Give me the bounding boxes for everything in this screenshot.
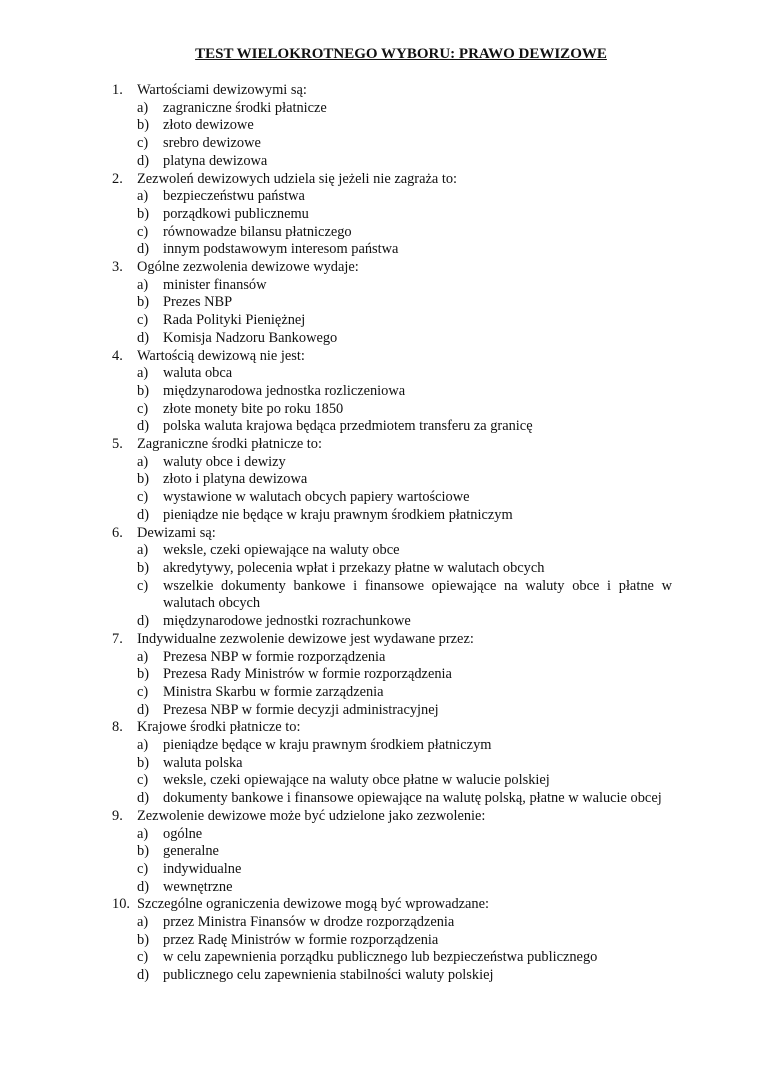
answer-letter: b) — [137, 117, 149, 134]
answer-letter: d) — [137, 701, 149, 718]
answer-list — [137, 277, 672, 348]
answer-option — [137, 914, 672, 932]
answer-list — [137, 649, 672, 720]
answer-option — [137, 241, 672, 259]
question-text: Wartościami dewizowymi są: — [137, 82, 307, 98]
answer-list — [137, 454, 672, 525]
answer-letter: c) — [137, 312, 149, 329]
page-title: TEST WIELOKROTNEGO WYBORU: PRAWO DEWIZOWE — [195, 46, 607, 62]
question-number: 3. — [112, 259, 123, 276]
answer-text: Komisja Nadzoru Bankowego — [163, 329, 338, 346]
question-item — [112, 719, 672, 808]
answer-letter: c) — [137, 683, 149, 700]
question-item — [112, 348, 672, 437]
question-text: Szczególne ograniczenia dewizowe mogą być wprowadzane: — [137, 896, 490, 913]
question-number: 7. — [112, 630, 123, 647]
answer-option — [137, 401, 672, 419]
question-item — [112, 896, 672, 985]
answer-text: waluta polska — [163, 754, 243, 771]
answer-letter: d) — [137, 152, 149, 169]
answer-text: międzynarodowe jednostki rozrachunkowe — [163, 613, 411, 630]
answer-option — [137, 879, 672, 897]
answer-list — [137, 914, 672, 985]
answer-option — [137, 277, 672, 295]
answer-letter: c) — [137, 135, 149, 152]
question-text: Dewizami są: — [137, 524, 216, 541]
question-number: 10. — [112, 896, 130, 913]
answer-option — [137, 702, 672, 720]
answer-option — [137, 489, 672, 507]
answer-text: platyna dewizowa — [163, 152, 268, 169]
answer-letter: b) — [137, 843, 149, 860]
answer-text: generalne — [163, 843, 219, 860]
answer-option — [137, 365, 672, 383]
answer-text: wystawione w walutach obcych papiery wartościowe — [163, 489, 470, 506]
answer-text: Prezesa NBP w formie decyzji administracyjnej — [163, 701, 439, 718]
answer-list — [137, 188, 672, 259]
answer-text: polska waluta krajowa będąca przedmiotem transferu za granicę — [163, 418, 533, 435]
answer-list — [137, 100, 672, 171]
answer-option — [137, 737, 672, 755]
answer-option — [137, 507, 672, 525]
answer-letter: b) — [137, 559, 149, 576]
answer-option — [137, 542, 672, 560]
answer-text: akredytywy, polecenia wpłat i przekazy płatne w walutach obcych — [163, 559, 545, 576]
answer-option — [137, 312, 672, 330]
answer-option — [137, 949, 672, 967]
answer-option — [137, 755, 672, 773]
question-list — [112, 82, 672, 985]
question-item — [112, 631, 672, 720]
answer-text: indywidualne — [163, 860, 242, 877]
answer-text: waluta obca — [163, 365, 233, 382]
question-number: 5. — [112, 436, 123, 453]
answer-text: innym podstawowym interesom państwa — [163, 241, 399, 258]
question-number: 8. — [112, 719, 123, 736]
answer-letter: c) — [137, 223, 149, 240]
answer-letter: c) — [137, 577, 149, 594]
answer-list — [137, 542, 672, 631]
question-item — [112, 259, 672, 348]
answer-list — [137, 826, 672, 897]
answer-text: pieniądze będące w kraju prawnym środkiem płatniczym — [163, 737, 492, 754]
answer-text: ogólne — [163, 825, 203, 842]
answer-option — [137, 861, 672, 879]
answer-option — [137, 294, 672, 312]
answer-letter: a) — [137, 825, 149, 842]
answer-letter: c) — [137, 400, 149, 417]
answer-letter: d) — [137, 241, 149, 258]
answer-text: zagraniczne środki płatnicze — [163, 99, 327, 116]
answer-text: wszelkie dokumenty bankowe i finansowe opiewające na waluty obce i płatne w walutach obcych — [163, 577, 672, 612]
answer-text: Prezes NBP — [163, 294, 233, 311]
answer-text: równowadze bilansu płatniczego — [163, 223, 352, 240]
answer-letter: b) — [137, 382, 149, 399]
answer-option — [137, 613, 672, 631]
question-item — [112, 171, 672, 260]
answer-option — [137, 843, 672, 861]
question-item — [112, 525, 672, 631]
question-text: Zezwoleń dewizowych udziela się jeżeli nie zagraża to: — [137, 170, 458, 187]
answer-letter: d) — [137, 790, 149, 807]
answer-option — [137, 135, 672, 153]
answer-option — [137, 772, 672, 790]
answer-option — [137, 560, 672, 578]
answer-letter: c) — [137, 489, 149, 506]
answer-letter: b) — [137, 471, 149, 488]
question-text: Zagraniczne środki płatnicze to: — [137, 436, 322, 453]
answer-option — [137, 153, 672, 171]
answer-letter: c) — [137, 860, 149, 877]
answer-option — [137, 117, 672, 135]
answer-option — [137, 418, 672, 436]
answer-text: minister finansów — [163, 276, 267, 293]
answer-text: złoto dewizowe — [163, 117, 254, 134]
answer-text: srebro dewizowe — [163, 135, 261, 152]
answer-text: weksle, czeki opiewające na waluty obce płatne w walucie polskiej — [163, 772, 550, 789]
question-item — [112, 82, 672, 171]
answer-letter: d) — [137, 878, 149, 895]
question-text: Indywidualne zezwolenie dewizowe jest wydawane przez: — [137, 630, 474, 647]
question-item — [112, 808, 672, 897]
answer-option — [137, 454, 672, 472]
answer-letter: a) — [137, 737, 149, 754]
answer-text: przez Ministra Finansów w drodze rozporządzenia — [163, 914, 455, 931]
question-number: 2. — [112, 170, 123, 187]
question-number: 9. — [112, 807, 123, 824]
answer-letter: a) — [137, 453, 149, 470]
answer-letter: d) — [137, 506, 149, 523]
answer-option — [137, 649, 672, 667]
question-text: Wartością dewizową nie jest: — [137, 347, 305, 364]
answer-option — [137, 330, 672, 348]
answer-option — [137, 471, 672, 489]
answer-text: weksle, czeki opiewające na waluty obce — [163, 542, 400, 559]
answer-option — [137, 206, 672, 224]
answer-letter: b) — [137, 294, 149, 311]
answer-letter: d) — [137, 613, 149, 630]
answer-text: wewnętrzne — [163, 878, 233, 895]
answer-text: pieniądze nie będące w kraju prawnym środkiem płatniczym — [163, 506, 513, 523]
answer-letter: a) — [137, 365, 149, 382]
answer-text: międzynarodowa jednostka rozliczeniowa — [163, 382, 406, 399]
answer-text: publicznego celu zapewnienia stabilności waluty polskiej — [163, 967, 494, 984]
answer-text: złoto i platyna dewizowa — [163, 471, 308, 488]
question-number: 6. — [112, 524, 123, 541]
answer-text: Prezesa Rady Ministrów w formie rozporządzenia — [163, 666, 452, 683]
answer-letter: b) — [137, 205, 149, 222]
answer-option — [137, 224, 672, 242]
answer-option — [137, 100, 672, 118]
answer-option — [137, 188, 672, 206]
answer-list — [137, 365, 672, 436]
answer-text: bezpieczeństwu państwa — [163, 188, 305, 205]
answer-letter: a) — [137, 188, 149, 205]
answer-letter: a) — [137, 276, 149, 293]
question-text: Zezwolenie dewizowe może być udzielone jako zezwolenie: — [137, 807, 486, 824]
answer-option — [137, 826, 672, 844]
answer-letter: d) — [137, 329, 149, 346]
answer-option — [137, 666, 672, 684]
answer-letter: d) — [137, 418, 149, 435]
answer-letter: a) — [137, 542, 149, 559]
answer-option — [137, 684, 672, 702]
answer-letter: b) — [137, 666, 149, 683]
answer-letter: a) — [137, 914, 149, 931]
question-text: Ogólne zezwolenia dewizowe wydaje: — [137, 259, 359, 276]
answer-option — [137, 790, 672, 808]
answer-option — [137, 932, 672, 950]
question-text: Krajowe środki płatnicze to: — [137, 719, 301, 736]
answer-option — [137, 967, 672, 985]
question-number: 1. — [112, 82, 123, 98]
answer-option — [137, 578, 672, 613]
answer-text: waluty obce i dewizy — [163, 453, 286, 470]
answer-text: Rada Polityki Pieniężnej — [163, 312, 306, 329]
question-number: 4. — [112, 347, 123, 364]
answer-letter: c) — [137, 949, 149, 966]
answer-letter: c) — [137, 772, 149, 789]
answer-text: w celu zapewnienia porządku publicznego lub bezpieczeństwa publicznego — [163, 949, 598, 966]
answer-list — [137, 737, 672, 808]
answer-letter: d) — [137, 967, 149, 984]
answer-text: porządkowi publicznemu — [163, 205, 309, 222]
answer-letter: a) — [137, 99, 149, 116]
answer-text: złote monety bite po roku 1850 — [163, 400, 344, 417]
answer-option — [137, 383, 672, 401]
answer-text: przez Radę Ministrów w formie rozporządzenia — [163, 931, 439, 948]
answer-text: Prezesa NBP w formie rozporządzenia — [163, 648, 386, 665]
answer-text: Ministra Skarbu w formie zarządzenia — [163, 683, 384, 700]
answer-letter: a) — [137, 648, 149, 665]
answer-letter: b) — [137, 931, 149, 948]
answer-letter: b) — [137, 754, 149, 771]
answer-text: dokumenty bankowe i finansowe opiewające na walutę polską, płatne w walucie obcej — [163, 790, 662, 807]
question-item — [112, 436, 672, 525]
